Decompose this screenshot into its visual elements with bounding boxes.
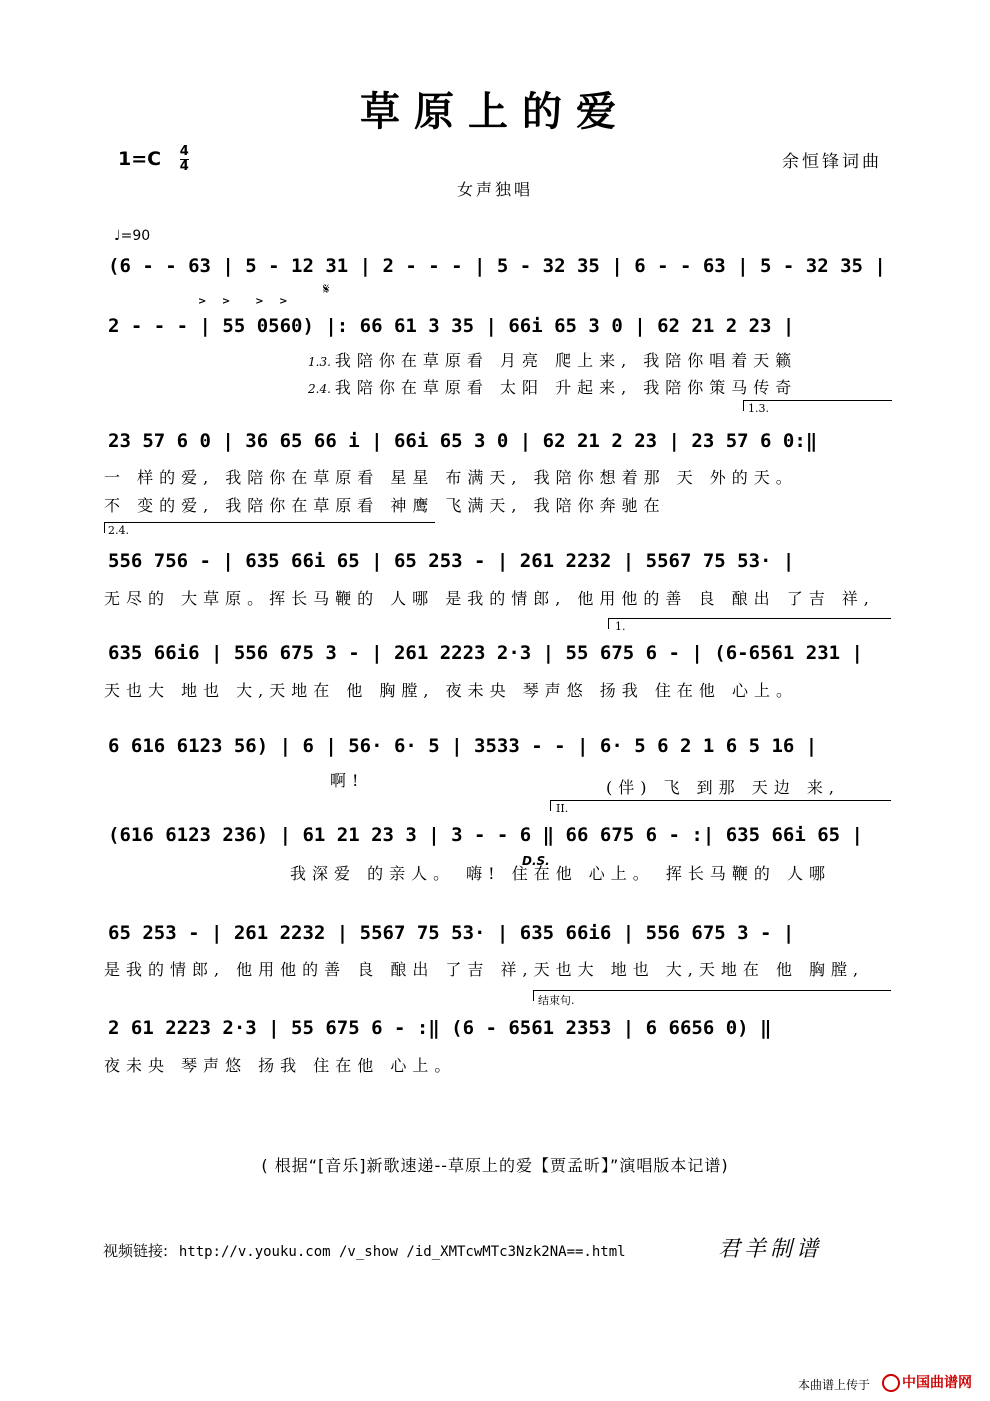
key-signature xyxy=(118,145,189,174)
time-signature-numerator: 4 xyxy=(179,144,189,159)
accent-mark: > xyxy=(221,296,237,307)
volta-bracket xyxy=(608,618,891,629)
lyric-text: 我陪你在草原看 太阳 升起来, 我陪你策马传奇 xyxy=(334,378,798,397)
lyric-line: 是我的情郎, 他用他的善 良 酿出 了吉 祥,天也大 地也 大,天地在 他 胸膛, xyxy=(104,960,865,979)
volta-label: 2.4. xyxy=(108,524,129,537)
score-row-3: 23 57 6 0 | 36 65 66 i | 66i 65 3 0 | 62 21 2 23 | 23 57 6 0:‖ xyxy=(108,430,818,452)
lyric-text: 我陪你在草原看 月亮 爬上来, 我陪你唱着天籁 xyxy=(334,351,798,370)
lyric-line: 啊! xyxy=(330,771,365,790)
source-note: ( 根据“[音乐]新歌速递--草原上的爱【贾孟昕】”演唱版本记谱) xyxy=(261,1156,729,1175)
video-link xyxy=(103,1240,626,1261)
tempo-marking: ♩=90 xyxy=(114,228,151,244)
lyric-line: (伴) 飞 到那 天边 来, xyxy=(606,778,840,797)
lyric-line: 不 变的爱, 我陪你在草原看 神鹰 飞满天, 我陪你奔驰在 xyxy=(104,496,666,515)
score-row-4: 556 756 - | 635 66i 65 | 65 253 - | 261 2232 | 5567 75 53· | xyxy=(108,550,795,572)
upload-note: 本曲谱上传于 xyxy=(797,1378,870,1392)
lyric-line xyxy=(308,375,797,398)
transcriber-signature: 君羊制谱 xyxy=(718,1237,823,1262)
time-signature xyxy=(180,145,189,174)
site-logo-icon xyxy=(882,1374,900,1392)
verse-number: 1.3. xyxy=(308,355,331,369)
time-signature-denominator: 4 xyxy=(179,159,189,174)
site-logo-text: 中国曲谱网 xyxy=(902,1375,972,1391)
accent-marks xyxy=(198,296,294,307)
key-label: 1=C xyxy=(118,148,162,170)
ds-marker: D.S. xyxy=(522,854,550,868)
volta-bracket xyxy=(550,800,891,811)
score-row-9: 2 61 2223 2·3 | 55 675 6 - :‖ (6 - 6561 2353 | 6 6656 0) ‖ xyxy=(108,1017,772,1039)
accent-mark: > xyxy=(255,296,270,307)
composer-credit: 余恒锋词曲 xyxy=(782,152,882,172)
accent-mark: > xyxy=(279,296,294,307)
score-row-6: 6 616 6123 56) | 6 | 56· 6· 5 | 3533 - - | 6· 5 6 2 1 6 5 16 | xyxy=(108,735,818,757)
video-link-url[interactable]: http://v.youku.com /v_show /id_XMTcwMTc3Nzk2NA==.html xyxy=(178,1244,626,1260)
volta-bracket xyxy=(533,990,891,1001)
segno-icon: 𝄋 xyxy=(323,280,330,298)
volta-label: 1.3. xyxy=(748,402,769,415)
accent-mark: > xyxy=(198,296,213,307)
volta-label: II. xyxy=(556,802,569,815)
score-row-1: (6 - - 63 | 5 - 12 31 | 2 - - - | 5 - 32 35 | 6 - - 63 | 5 - 32 35 | xyxy=(108,255,886,277)
score-row-7: (616 6123 236) | 61 21 23 3 | 3 - - 6 ‖ 66 675 6 - :| 635 66i 65 | xyxy=(108,824,863,846)
video-link-label: 视频链接: xyxy=(103,1242,169,1260)
lyric-line: 我深爱 的亲人。 嗨! 住在他 心上。 挥长马鞭的 人哪 xyxy=(290,864,831,883)
score-row-8: 65 253 - | 261 2232 | 5567 75 53· | 635 66i6 | 556 675 3 - | xyxy=(108,922,795,944)
verse-number: 2.4. xyxy=(308,382,331,396)
score-row-5: 635 66i6 | 556 675 3 - | 261 2223 2·3 | 55 675 6 - | (6-6561 231 | xyxy=(108,642,863,664)
voice-type: 女声独唱 xyxy=(456,180,533,199)
volta-label: 结束句. xyxy=(538,994,575,1007)
lyric-line: 无尽的 大草原。挥长马鞭的 人哪 是我的情郎, 他用他的善 良 酿出 了吉 祥, xyxy=(104,589,875,608)
lyric-line: 夜未央 琴声悠 扬我 住在他 心上。 xyxy=(104,1056,457,1075)
site-logo[interactable] xyxy=(882,1372,972,1392)
volta-bracket xyxy=(104,522,435,533)
lyric-line xyxy=(308,348,797,371)
lyric-line: 天也大 地也 大,天地在 他 胸膛, 夜未央 琴声悠 扬我 住在他 心上。 xyxy=(104,681,798,700)
volta-label: 1. xyxy=(615,620,626,633)
score-row-2: 2 - - - | 55 0560) |: 66 61 3 35 | 66i 65 3 0 | 62 21 2 23 | xyxy=(108,315,795,337)
lyric-line: 一 样的爱, 我陪你在草原看 星星 布满天, 我陪你想着那 天 外的天。 xyxy=(104,468,798,487)
page-title: 草原上的爱 xyxy=(360,88,630,135)
